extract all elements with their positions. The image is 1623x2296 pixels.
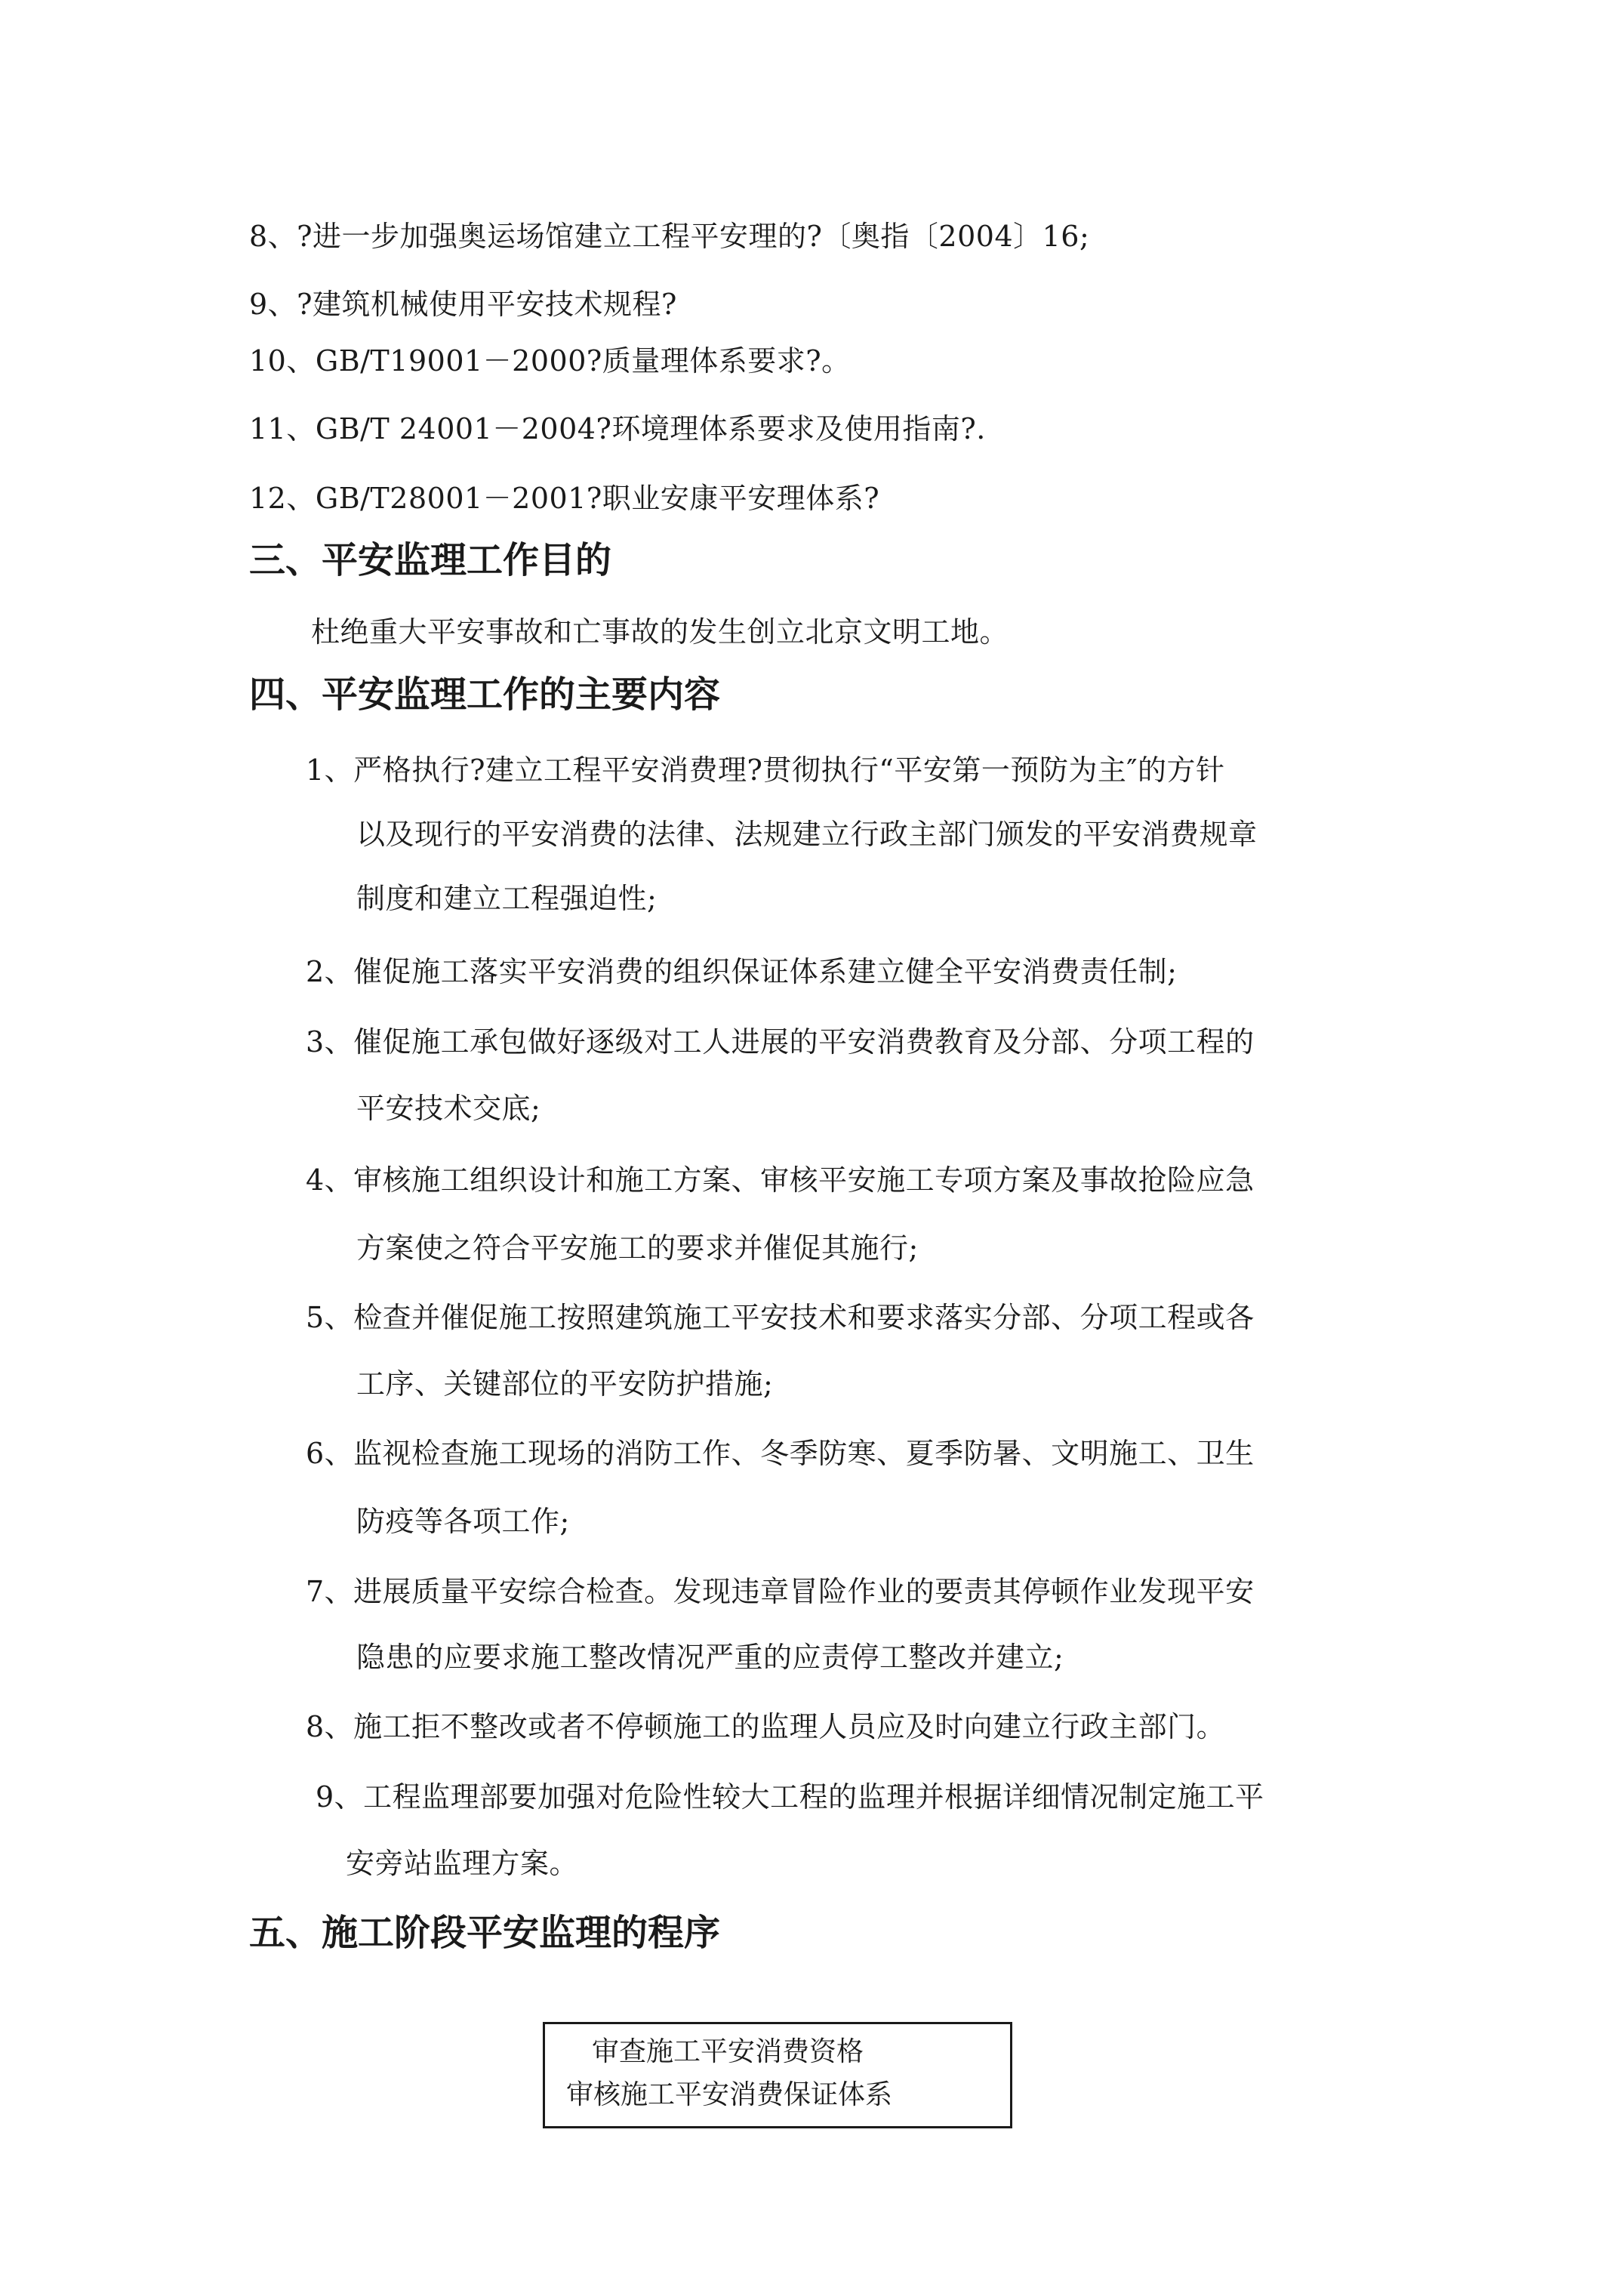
content-line: 安旁站监理方案。 [346,1847,579,1880]
section-heading-5: 五、施工阶段平安监理的程序 [249,1912,721,1954]
content-line: 5、检查并催促施工按照建筑施工平安技术和要求落实分部、分项工程或各 [306,1301,1255,1334]
content-line: 工序、关键部位的平安防护措施; [356,1367,774,1401]
content-line: 7、进展质量平安综合检查。发现违章冒险作业的要责其停顿作业发现平安 [306,1575,1255,1608]
content-line: 8、施工拒不整改或者不停顿施工的监理人员应及时向建立行政主部门。 [306,1710,1226,1743]
content-line: 方案使之符合平安施工的要求并催促其施行; [356,1231,919,1265]
content-line: 隐患的应要求施工整改情况严重的应责停工整改并建立; [356,1641,1064,1674]
section3-body: 杜绝重大平安事故和亡事故的发生创立北京文明工地。 [311,615,1009,649]
section-heading-3: 三、平安监理工作目的 [249,539,612,581]
reference-item-10: 10、GB/T19001－2000?质量理体系要求?。 [249,344,851,378]
content-line: 3、催促施工承包做好逐级对工人进展的平安消费教育及分部、分项工程的 [306,1025,1255,1059]
procedure-flow-box [543,2022,1012,2128]
reference-item-12: 12、GB/T28001－2001?职业安康平安理体系? [249,482,880,515]
reference-item-8: 8、?进一步加强奥运场馆建立工程平安理的?〔奥指〔2004〕16; [249,220,1090,253]
content-line: 制度和建立工程强迫性; [356,882,658,915]
flow-box-line-2: 审核施工平安消费保证体系 [566,2079,893,2110]
reference-item-11: 11、GB/T 24001－2004?环境理体系要求及使用指南?. [249,412,986,445]
content-line: 防疫等各项工作; [356,1505,570,1538]
content-line: 2、催促施工落实平安消费的组织保证体系建立健全平安消费责任制; [306,955,1178,988]
flow-box-line-1: 审查施工平安消费资格 [592,2036,864,2067]
content-line: 4、审核施工组织设计和施工方案、审核平安施工专项方案及事故抢险应急 [306,1163,1255,1197]
content-line: 6、监视检查施工现场的消防工作、冬季防寒、夏季防暑、文明施工、卫生 [306,1437,1255,1470]
content-line: 9、工程监理部要加强对危险性较大工程的监理并根据详细情况制定施工平 [316,1780,1264,1814]
content-line: 以及现行的平安消费的法律、法规建立行政主部门颁发的平安消费规章 [356,818,1258,851]
content-line: 平安技术交底; [356,1092,541,1125]
reference-item-9: 9、?建筑机械使用平安技术规程? [249,288,677,321]
content-line: 1、严格执行?建立工程平安消费理?贯彻执行“平安第一预防为主″的方针 [306,754,1225,787]
section-heading-4: 四、平安监理工作的主要内容 [249,673,721,716]
